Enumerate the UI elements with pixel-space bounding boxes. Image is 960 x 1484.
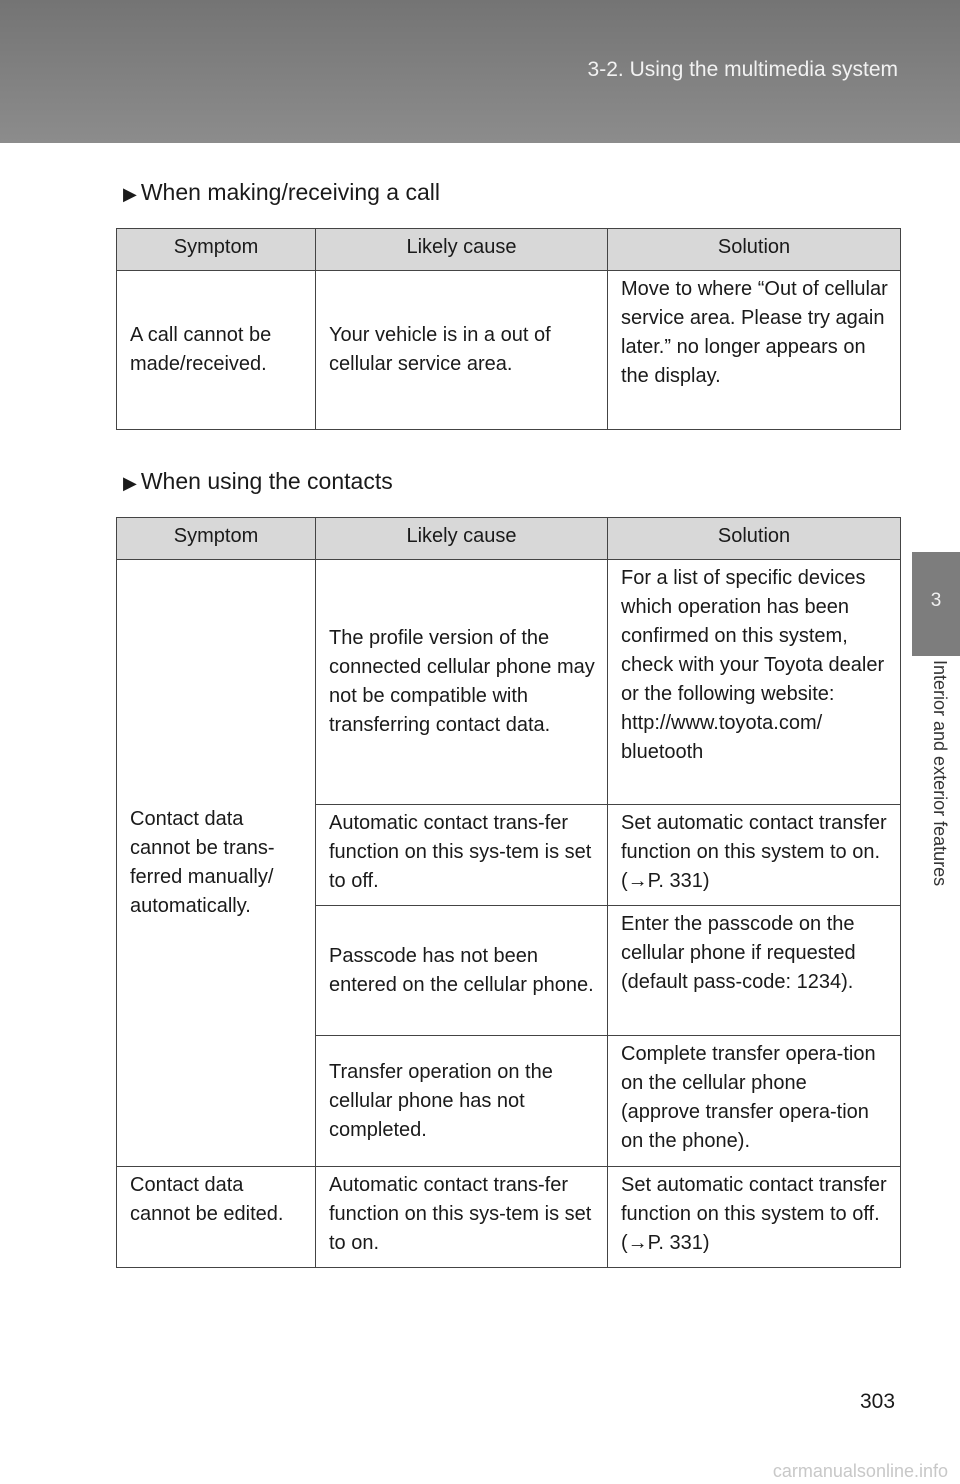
cell-solution: Complete transfer opera-tion on the cellular phone (approve transfer opera-tion on the phone). — [608, 1036, 901, 1167]
table-row — [117, 271, 901, 430]
column-header-cause: Likely cause — [316, 518, 608, 560]
watermark: carmanualsonline.info — [772, 1461, 948, 1481]
cell-solution: Set automatic contact transfer function on this system to off. (→P. 331) — [608, 1167, 901, 1268]
table-call — [116, 228, 901, 430]
column-header-solution: Solution — [608, 229, 901, 271]
cell-cause: Transfer operation on the cellular phone has not completed. — [316, 1036, 608, 1167]
cell-cause: The profile version of the connected cellular phone may not be compatible with transferring contact data. — [316, 560, 608, 805]
page-number: 303 — [860, 1390, 896, 1413]
cell-solution: For a list of specific devices which operation has been confirmed on this system, check with your Toyota dealer or the following website: http://www.toyota.com/ bluetooth — [608, 560, 901, 805]
column-header-symptom: Symptom — [117, 518, 316, 560]
table-contacts — [116, 517, 901, 1268]
cell-solution: Set automatic contact transfer function on this system to on. (→P. 331) — [608, 805, 901, 906]
table-header-row — [117, 229, 901, 271]
page-header — [0, 0, 960, 143]
cell-cause: Passcode has not been entered on the cellular phone. — [316, 906, 608, 1036]
cell-solution: Move to where “Out of cellular service area. Please try again later.” no longer appears on the display. — [608, 271, 901, 430]
cell-cause: Automatic contact trans-fer function on this sys-tem is set to on. — [316, 1167, 608, 1268]
cell-cause: Your vehicle is in a out of cellular service area. — [316, 271, 608, 430]
header-title: 3-2. Using the multimedia system — [587, 58, 898, 81]
cell-symptom: Contact data cannot be trans-ferred manually/ automatically. — [117, 560, 316, 1167]
triangle-right-icon: ▶ — [123, 473, 137, 493]
cell-solution: Enter the passcode on the cellular phone if requested (default pass-code: 1234). — [608, 906, 901, 1036]
column-header-solution: Solution — [608, 518, 901, 560]
column-header-symptom: Symptom — [117, 229, 316, 271]
cell-symptom: Contact data cannot be edited. — [117, 1167, 316, 1268]
section-title-contacts: ▶ When using the contacts — [123, 468, 393, 494]
table-row — [117, 560, 901, 805]
chapter-tab: 3 — [912, 552, 960, 656]
column-header-cause: Likely cause — [316, 229, 608, 271]
chapter-label: Interior and exterior features — [930, 660, 950, 887]
table-header-row — [117, 518, 901, 560]
cell-symptom: A call cannot be made/received. — [117, 271, 316, 430]
table-row — [117, 1167, 901, 1268]
section-title-call: ▶ When making/receiving a call — [123, 179, 440, 205]
triangle-right-icon: ▶ — [123, 184, 137, 204]
cell-cause: Automatic contact trans-fer function on this sys-tem is set to off. — [316, 805, 608, 906]
